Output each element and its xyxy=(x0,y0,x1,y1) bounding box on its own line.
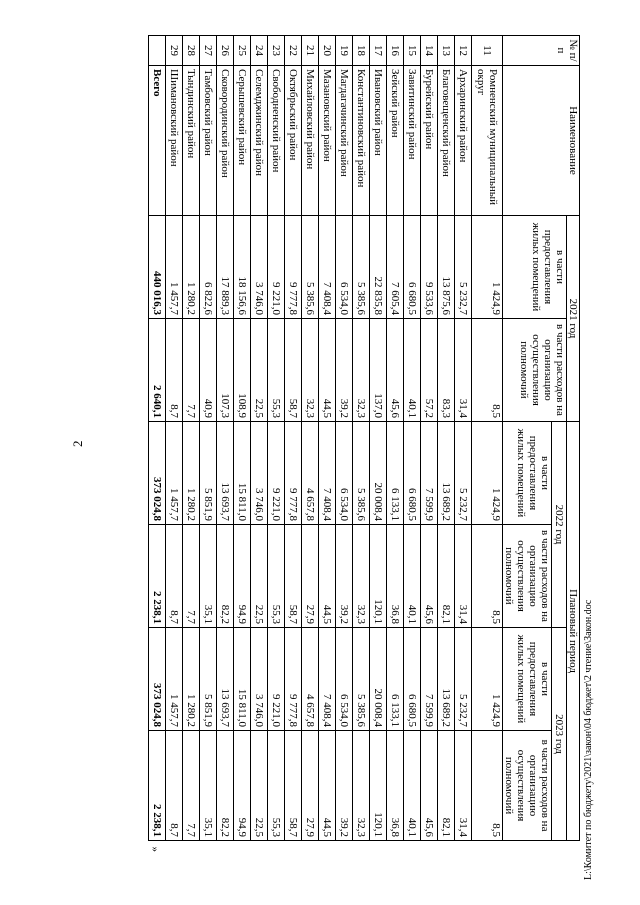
row-name: Ивановский район xyxy=(370,66,387,216)
row-name: Михайловский район xyxy=(302,66,319,216)
row-number: 29 xyxy=(166,36,183,66)
total-number xyxy=(149,36,166,66)
table-body xyxy=(149,36,580,853)
row-value-e: 6 133,1 xyxy=(387,628,404,731)
row-name: Селемджинский район xyxy=(251,66,268,216)
row-number: 15 xyxy=(404,36,421,66)
row-value-e: 3 746,0 xyxy=(251,628,268,731)
row-value-e: 13 689,2 xyxy=(438,628,455,731)
row-value-f: 58,7 xyxy=(285,731,302,841)
table-row xyxy=(387,36,404,841)
row-value-d: 94,9 xyxy=(234,525,251,628)
header-2021-housing: в части предоставления жилых помещений xyxy=(503,216,567,319)
row-value-d: 55,3 xyxy=(268,525,285,628)
row-number: 24 xyxy=(251,36,268,66)
row-name: Константиновский район xyxy=(353,66,370,216)
total-label: Всего xyxy=(149,66,166,216)
header-row-1 xyxy=(567,36,580,841)
row-value-a: 22 835,8 xyxy=(370,216,387,319)
row-value-f: 8,7 xyxy=(166,731,183,841)
row-value-c: 13 693,7 xyxy=(217,422,234,525)
row-value-b: 58,7 xyxy=(285,319,302,422)
table-row xyxy=(336,36,353,841)
row-name: Сковородинский район xyxy=(217,66,234,216)
row-value-e: 15 811,0 xyxy=(234,628,251,731)
row-value-e: 6 534,0 xyxy=(336,628,353,731)
row-value-d: 7,7 xyxy=(183,525,200,628)
row-value-e: 20 008,4 xyxy=(370,628,387,731)
table-row xyxy=(234,36,251,841)
row-value-a: 9 777,8 xyxy=(285,216,302,319)
header-year-2023: 2023 год xyxy=(552,628,567,841)
row-value-b: 40,9 xyxy=(200,319,217,422)
row-value-f: 40,1 xyxy=(404,731,421,841)
row-value-d: 8,5 xyxy=(472,525,503,628)
row-name: Октябрьский район xyxy=(285,66,302,216)
row-value-c: 13 689,2 xyxy=(438,422,455,525)
budget-table xyxy=(148,35,580,853)
row-value-e: 1 280,2 xyxy=(183,628,200,731)
row-value-b: 44,5 xyxy=(319,319,336,422)
row-value-a: 1 280,2 xyxy=(183,216,200,319)
row-name: Магдагачинский район xyxy=(336,66,353,216)
row-name: Тамбовский район xyxy=(200,66,217,216)
total-row xyxy=(149,36,166,841)
total-value-e: 373 024,8 xyxy=(149,628,166,731)
rotated-table-container xyxy=(80,35,580,853)
table-row xyxy=(285,36,302,841)
header-name: Наименование xyxy=(503,66,580,216)
row-value-d: 82,2 xyxy=(217,525,234,628)
row-number: 26 xyxy=(217,36,234,66)
row-number: 14 xyxy=(421,36,438,66)
row-value-a: 9 533,6 xyxy=(421,216,438,319)
table-row xyxy=(319,36,336,841)
header-2023-housing: в части предоставления жилых помещений xyxy=(503,628,552,731)
row-value-f: 39,2 xyxy=(336,731,353,841)
total-value-d: 2 238,1 xyxy=(149,525,166,628)
header-2023-expenses: в части расходов на организацию осуществления полномочий xyxy=(503,731,552,841)
row-value-b: 107,3 xyxy=(217,319,234,422)
row-value-c: 1 280,2 xyxy=(183,422,200,525)
row-name: Ромненский муниципальный округ xyxy=(472,66,503,216)
row-value-c: 9 221,0 xyxy=(268,422,285,525)
row-value-c: 6 680,5 xyxy=(404,422,421,525)
row-value-e: 1 424,9 xyxy=(472,628,503,731)
row-value-c: 4 657,8 xyxy=(302,422,319,525)
row-value-e: 7 599,9 xyxy=(421,628,438,731)
row-value-c: 1 424,9 xyxy=(472,422,503,525)
row-number: 28 xyxy=(183,36,200,66)
row-value-c: 5 385,6 xyxy=(353,422,370,525)
row-name: Шимановский район xyxy=(166,66,183,216)
row-value-a: 7 408,4 xyxy=(319,216,336,319)
header-2021-expenses: в части расходов на организацию осуществления полномочий xyxy=(503,319,567,422)
row-value-a: 6 822,6 xyxy=(200,216,217,319)
row-number: 21 xyxy=(302,36,319,66)
header-num: № п/п xyxy=(503,36,580,66)
row-value-b: 39,2 xyxy=(336,319,353,422)
row-value-c: 6 133,1 xyxy=(387,422,404,525)
row-value-a: 1 457,7 xyxy=(166,216,183,319)
row-number: 20 xyxy=(319,36,336,66)
row-number: 23 xyxy=(268,36,285,66)
row-value-f: 7,7 xyxy=(183,731,200,841)
total-value-f: 2 238,1 » xyxy=(149,731,166,841)
row-value-c: 20 008,4 xyxy=(370,422,387,525)
table-row xyxy=(183,36,200,841)
row-value-e: 5 232,7 xyxy=(455,628,472,731)
row-value-b: 8,7 xyxy=(166,319,183,422)
table-row xyxy=(472,36,503,841)
row-number: 27 xyxy=(200,36,217,66)
row-value-f: 82,2 xyxy=(217,731,234,841)
row-value-b: 7,7 xyxy=(183,319,200,422)
row-number: 25 xyxy=(234,36,251,66)
row-value-d: 31,4 xyxy=(455,525,472,628)
row-value-a: 5 232,7 xyxy=(455,216,472,319)
row-value-a: 7 605,4 xyxy=(387,216,404,319)
row-number: 22 xyxy=(285,36,302,66)
row-value-a: 1 424,9 xyxy=(472,216,503,319)
row-value-c: 3 746,0 xyxy=(251,422,268,525)
row-value-c: 7 408,4 xyxy=(319,422,336,525)
row-value-e: 1 457,7 xyxy=(166,628,183,731)
header-year-2021: 2021 год xyxy=(567,216,580,422)
row-value-c: 5 232,7 xyxy=(455,422,472,525)
row-value-b: 40,1 xyxy=(404,319,421,422)
row-value-a: 13 875,6 xyxy=(438,216,455,319)
footer-file-path: L:\Комитет по бюджету\2021\закон\04 бюджет\2 чтение\Закон.doc xyxy=(583,599,594,880)
row-value-e: 4 657,8 xyxy=(302,628,319,731)
row-value-d: 36,8 xyxy=(387,525,404,628)
row-value-e: 9 221,0 xyxy=(268,628,285,731)
row-value-a: 5 385,6 xyxy=(353,216,370,319)
row-name: Мазановский район xyxy=(319,66,336,216)
row-value-f: 55,3 xyxy=(268,731,285,841)
row-name: Благовещенский район xyxy=(438,66,455,216)
row-value-c: 7 599,9 xyxy=(421,422,438,525)
row-value-d: 82,1 xyxy=(438,525,455,628)
row-value-a: 6 534,0 xyxy=(336,216,353,319)
row-number: 11 xyxy=(472,36,503,66)
row-value-f: 45,6 xyxy=(421,731,438,841)
row-value-f: 31,4 xyxy=(455,731,472,841)
row-name: Архаринский район xyxy=(455,66,472,216)
row-value-d: 44,5 xyxy=(319,525,336,628)
row-number: 19 xyxy=(336,36,353,66)
row-value-e: 7 408,4 xyxy=(319,628,336,731)
row-value-e: 6 680,5 xyxy=(404,628,421,731)
row-value-f: 22,5 xyxy=(251,731,268,841)
row-value-c: 15 811,0 xyxy=(234,422,251,525)
row-value-a: 18 156,6 xyxy=(234,216,251,319)
header-planned-period: Плановый период xyxy=(567,422,580,841)
row-number: 17 xyxy=(370,36,387,66)
row-value-d: 8,7 xyxy=(166,525,183,628)
table-row xyxy=(251,36,268,841)
row-value-e: 5 851,9 xyxy=(200,628,217,731)
row-value-c: 5 851,9 xyxy=(200,422,217,525)
table-row xyxy=(370,36,387,841)
row-number: 12 xyxy=(455,36,472,66)
row-name: Зейский район xyxy=(387,66,404,216)
table-row xyxy=(353,36,370,841)
row-value-c: 1 457,7 xyxy=(166,422,183,525)
row-value-d: 22,5 xyxy=(251,525,268,628)
row-value-b: 32,3 xyxy=(302,319,319,422)
row-value-d: 32,3 xyxy=(353,525,370,628)
row-value-c: 6 534,0 xyxy=(336,422,353,525)
table-row xyxy=(421,36,438,841)
row-name: Серышевский район xyxy=(234,66,251,216)
row-value-d: 120,1 xyxy=(370,525,387,628)
row-value-f: 35,1 xyxy=(200,731,217,841)
row-value-f: 82,1 xyxy=(438,731,455,841)
row-value-f: 8,5 xyxy=(472,731,503,841)
total-value-a: 440 016,3 xyxy=(149,216,166,319)
total-value-b: 2 640,1 xyxy=(149,319,166,422)
row-name: Завитинский район xyxy=(404,66,421,216)
row-name: Свободненский район xyxy=(268,66,285,216)
table-row xyxy=(200,36,217,841)
row-number: 18 xyxy=(353,36,370,66)
row-value-f: 36,8 xyxy=(387,731,404,841)
closing-quote: » xyxy=(149,846,161,853)
header-2022-housing: в части предоставления жилых помещений xyxy=(503,422,552,525)
row-value-f: 94,9 xyxy=(234,731,251,841)
row-number: 16 xyxy=(387,36,404,66)
table-row xyxy=(217,36,234,841)
row-value-d: 35,1 xyxy=(200,525,217,628)
row-value-d: 58,7 xyxy=(285,525,302,628)
row-value-b: 57,2 xyxy=(421,319,438,422)
row-number: 13 xyxy=(438,36,455,66)
row-value-d: 27,9 xyxy=(302,525,319,628)
table-row xyxy=(404,36,421,841)
row-value-d: 45,6 xyxy=(421,525,438,628)
row-value-e: 13 693,7 xyxy=(217,628,234,731)
table-row xyxy=(268,36,285,841)
row-value-b: 108,9 xyxy=(234,319,251,422)
row-value-e: 9 777,8 xyxy=(285,628,302,731)
row-value-b: 45,6 xyxy=(387,319,404,422)
row-name: Бурейский район xyxy=(421,66,438,216)
total-value-c: 373 024,8 xyxy=(149,422,166,525)
row-value-b: 137,0 xyxy=(370,319,387,422)
row-value-a: 17 889,3 xyxy=(217,216,234,319)
row-value-f: 44,5 xyxy=(319,731,336,841)
row-value-b: 8,5 xyxy=(472,319,503,422)
table-row xyxy=(302,36,319,841)
row-value-a: 6 680,5 xyxy=(404,216,421,319)
table-row xyxy=(455,36,472,841)
row-value-e: 5 385,6 xyxy=(353,628,370,731)
row-value-a: 9 221,0 xyxy=(268,216,285,319)
row-value-d: 40,1 xyxy=(404,525,421,628)
row-value-b: 83,3 xyxy=(438,319,455,422)
header-year-2022: 2022 год xyxy=(552,422,567,628)
table-row xyxy=(438,36,455,841)
header-2022-expenses: в части расходов на организацию осуществления полномочий xyxy=(503,525,552,628)
row-value-b: 22,5 xyxy=(251,319,268,422)
row-value-c: 9 777,8 xyxy=(285,422,302,525)
row-value-b: 31,4 xyxy=(455,319,472,422)
row-value-b: 32,3 xyxy=(353,319,370,422)
table-row xyxy=(166,36,183,841)
row-value-f: 32,3 xyxy=(353,731,370,841)
row-value-a: 5 385,6 xyxy=(302,216,319,319)
row-value-f: 120,1 xyxy=(370,731,387,841)
row-name: Тындинский район xyxy=(183,66,200,216)
page-number: 2 xyxy=(70,440,85,447)
row-value-f: 27,9 xyxy=(302,731,319,841)
row-value-b: 55,3 xyxy=(268,319,285,422)
row-value-d: 39,2 xyxy=(336,525,353,628)
row-value-a: 3 746,0 xyxy=(251,216,268,319)
